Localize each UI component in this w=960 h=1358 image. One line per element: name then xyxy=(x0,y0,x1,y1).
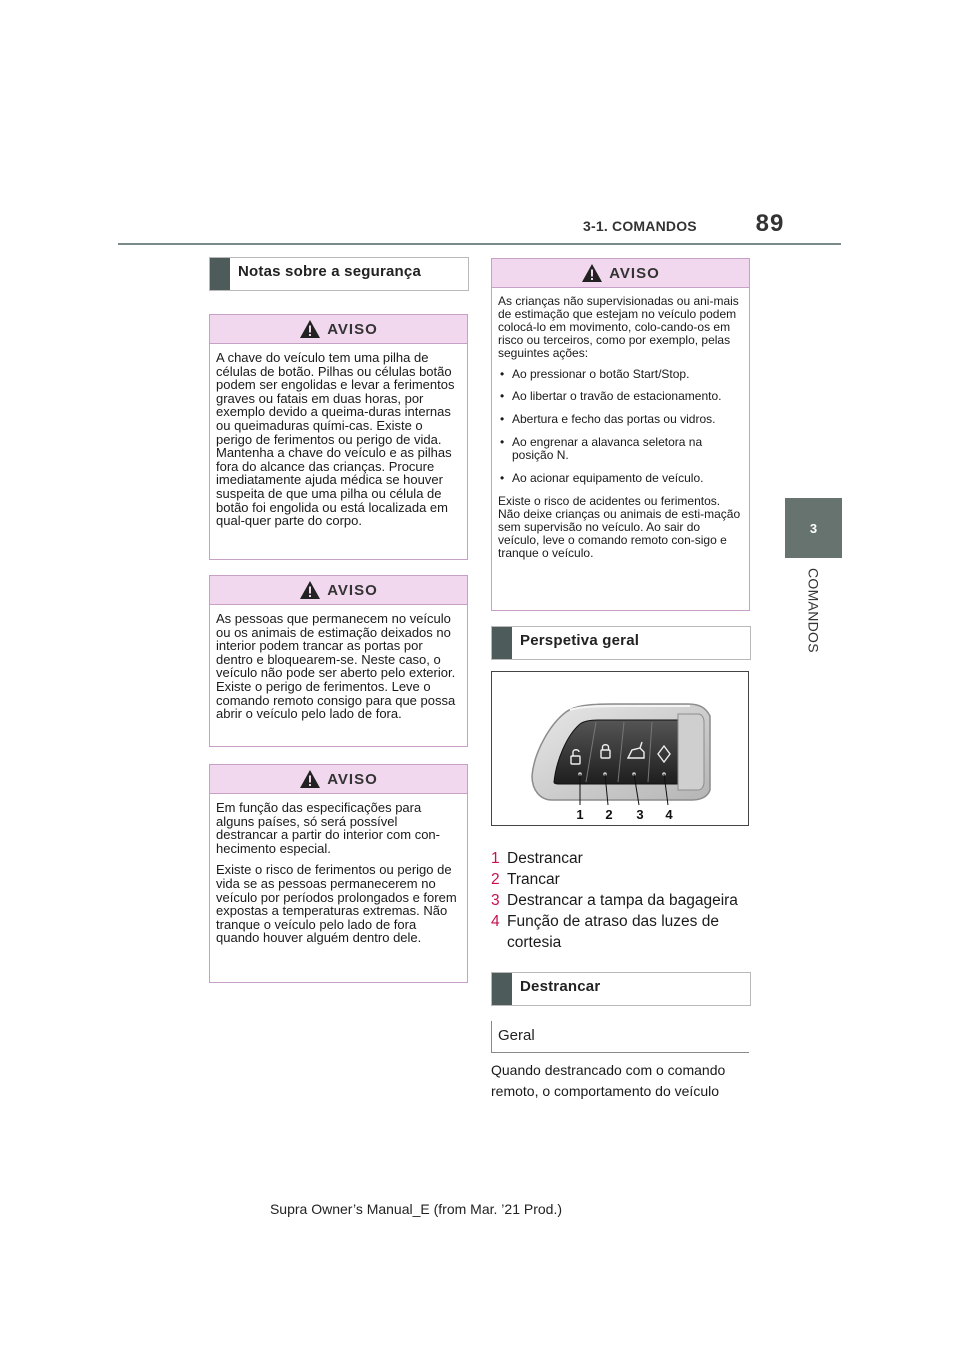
warning-header xyxy=(210,315,467,344)
subheading-text: Geral xyxy=(498,1027,535,1044)
chapter-title: 3-1. COMANDOS xyxy=(583,218,697,234)
section-safety-notes xyxy=(209,257,469,291)
callout-4: 4 xyxy=(665,807,673,822)
warning-box-children xyxy=(491,258,750,611)
subheading-general xyxy=(491,1021,749,1053)
item-text: Destrancar xyxy=(507,850,583,867)
section-unlock xyxy=(491,972,751,1006)
item-number: 4 xyxy=(491,913,500,930)
section-title: Destrancar xyxy=(520,978,601,995)
header-rule xyxy=(118,243,841,245)
warning-header xyxy=(492,259,749,288)
section-overview xyxy=(491,626,751,660)
list-item xyxy=(491,890,756,911)
list-item xyxy=(491,848,756,869)
warning-bullet-list xyxy=(498,368,743,485)
chapter-tab xyxy=(785,498,842,558)
warning-title: AVISO xyxy=(609,264,660,282)
section-title: Perspetiva geral xyxy=(520,632,640,649)
remote-key-illustration xyxy=(492,672,748,825)
footer-text: Supra Owner’s Manual_E (from Mar. ’21 Prod.) xyxy=(269,1201,562,1217)
warning-text: Existe o risco de ferimentos ou perigo de vida se as pessoas permanecerem no veículo por períodos prolongados e forem expostas a temperaturas extremas. Não tranque o veículo pelo lado de fora quando houver alguém dentro dele. xyxy=(216,862,457,946)
warning-header xyxy=(210,576,467,605)
body-paragraph: Quando destrancado com o comando remoto, o comportamento do veículo xyxy=(491,1062,726,1099)
chapter-tab-label xyxy=(785,568,842,728)
remote-key-figure xyxy=(491,671,749,826)
callout-1: 1 xyxy=(576,807,584,822)
warning-body xyxy=(210,605,467,729)
item-text: Função de atraso das luzes de cortesia xyxy=(507,913,719,951)
item-number: 3 xyxy=(491,892,500,909)
warning-box-temperature xyxy=(209,764,468,983)
warning-body xyxy=(210,794,467,953)
section-title: Notas sobre a segurança xyxy=(238,263,422,280)
chapter-tab-label-text: COMANDOS xyxy=(805,568,822,653)
section-bar xyxy=(492,973,512,1005)
list-item xyxy=(491,911,756,953)
list-item: • Ao libertar o travão de estacionamento. xyxy=(498,390,743,403)
warning-text: As pessoas que permanecem no veículo ou os animais de estimação deixados no interior podem trancar as portas por dentro e bloquearem-se. Neste caso, o veículo não pode ser aberto pelo exterior. Existe o perigo de ferimentos. Leve o comando remoto consigo para que possa abrir o veículo pelo lado de fora. xyxy=(216,611,456,722)
warning-triangle-icon xyxy=(299,580,321,600)
warning-intro: As crianças não supervisionadas ou ani-mais de estimação que estejam no veículo podem colocá-lo em movimento, colo-cando-os em risco ou terceiros, como por exemplo, pelas seguintes ações: xyxy=(498,294,739,360)
list-item xyxy=(491,869,756,890)
warning-text: A chave do veículo tem uma pilha de células de botão. Pilhas ou células botão podem ser engolidas e levar a ferimentos graves ou fatais em duas horas, por exemplo devido a queima-duras internas ou queimaduras quími-cas. Existe o perigo de ferimentos ou perigo de vida. Mantenha a chave do veículo e as pilhas fora do alcance das crianças. Procure imediatamente ajuda médica se houver suspeita de que uma pilha ou célula de botão foi engolida ou está localizada em qual-quer parte do corpo. xyxy=(216,350,455,529)
warning-title: AVISO xyxy=(327,770,378,788)
section-bar xyxy=(492,627,512,659)
item-number: 2 xyxy=(491,871,500,888)
warning-triangle-icon xyxy=(581,263,603,283)
item-text: Trancar xyxy=(507,871,560,888)
list-item: • Ao engrenar a alavanca seletora na posição N. xyxy=(498,436,743,462)
item-text: Destrancar a tampa da bagageira xyxy=(507,892,738,909)
warning-title: AVISO xyxy=(327,320,378,338)
section-bar xyxy=(210,258,230,290)
warning-text: Em função das especificações para alguns países, só será possível destrancar a partir do interior com con-hecimento especial. xyxy=(216,800,440,856)
warning-box-battery xyxy=(209,314,468,560)
warning-body xyxy=(492,288,749,568)
warning-header xyxy=(210,765,467,794)
warning-box-locked-inside xyxy=(209,575,468,747)
list-item: • Ao acionar equipamento de veículo. xyxy=(498,472,743,485)
warning-triangle-icon xyxy=(299,769,321,789)
list-item: • Ao pressionar o botão Start/Stop. xyxy=(498,368,743,381)
warning-body xyxy=(210,344,467,536)
list-item: • Abertura e fecho das portas ou vidros. xyxy=(498,413,743,426)
item-number: 1 xyxy=(491,850,500,867)
page-number: 89 xyxy=(755,210,785,237)
chapter-tab-number: 3 xyxy=(809,520,818,536)
warning-outro: Existe o risco de acidentes ou ferimentos. Não deixe crianças ou animais de esti-mação sem supervisão no veículo. Ao sair do veículo, leve o comando remoto con-sigo e tranque o veículo. xyxy=(498,493,741,560)
warning-title: AVISO xyxy=(327,581,378,599)
callout-3: 3 xyxy=(636,807,644,822)
callout-2: 2 xyxy=(605,807,613,822)
key-buttons-list xyxy=(491,848,756,953)
warning-triangle-icon xyxy=(299,319,321,339)
